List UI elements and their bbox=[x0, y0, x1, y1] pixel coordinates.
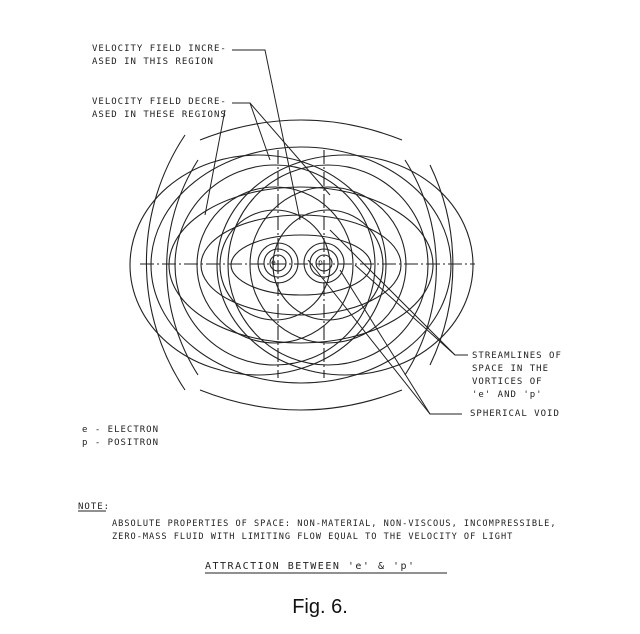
figure-title: ATTRACTION BETWEEN 'e' & 'p' bbox=[205, 561, 416, 572]
center-label-e: e bbox=[271, 258, 277, 267]
label-line: VELOCITY FIELD INCRE- bbox=[92, 44, 227, 54]
leader-lines bbox=[205, 50, 468, 414]
note-line: ABSOLUTE PROPERTIES OF SPACE: NON-MATERIAL, NON-VISCOUS, INCOMPRESSIBLE, bbox=[112, 519, 557, 529]
legend-electron: e - ELECTRON bbox=[82, 425, 160, 435]
right-vortex-streamlines bbox=[217, 155, 473, 375]
outer-arcs bbox=[146, 120, 452, 410]
streamline-circle bbox=[273, 210, 383, 320]
label-line: VORTICES OF bbox=[472, 377, 543, 387]
note-heading: NOTE: bbox=[78, 502, 111, 512]
streamline-circle bbox=[217, 155, 473, 375]
axes bbox=[140, 150, 475, 378]
figure-caption: Fig. 6. bbox=[292, 596, 348, 618]
outer-ellipse bbox=[169, 187, 433, 343]
label-decreased bbox=[92, 96, 227, 122]
leader-streamlines-2 bbox=[330, 230, 455, 355]
outer-arc-right bbox=[405, 160, 436, 375]
label-line: ASED IN THIS REGION bbox=[92, 57, 214, 67]
label-line: 'e' AND 'p' bbox=[472, 390, 543, 400]
note-body bbox=[112, 518, 557, 544]
outer-arc-top bbox=[200, 120, 402, 140]
leader-decreased-1 bbox=[232, 103, 330, 195]
center-label-p: p bbox=[318, 258, 324, 267]
legend bbox=[82, 424, 159, 450]
label-spherical-void: SPHERICAL VOID bbox=[470, 409, 560, 419]
leader-void-1 bbox=[308, 260, 462, 414]
label-increased bbox=[92, 43, 227, 69]
legend-positron: p - POSITRON bbox=[82, 438, 160, 448]
label-line: VELOCITY FIELD DECRE- bbox=[92, 97, 227, 107]
label-line: ASED IN THESE REGIONS bbox=[92, 110, 227, 120]
note-line: ZERO-MASS FLUID WITH LIMITING FLOW EQUAL TO THE VELOCITY OF LIGHT bbox=[112, 532, 514, 542]
outer-arc-bottom bbox=[200, 390, 402, 410]
label-line: STREAMLINES OF bbox=[472, 351, 562, 361]
leader-decreased-2 bbox=[205, 110, 225, 215]
label-line: SPACE IN THE bbox=[472, 364, 550, 374]
label-streamlines bbox=[472, 350, 562, 402]
